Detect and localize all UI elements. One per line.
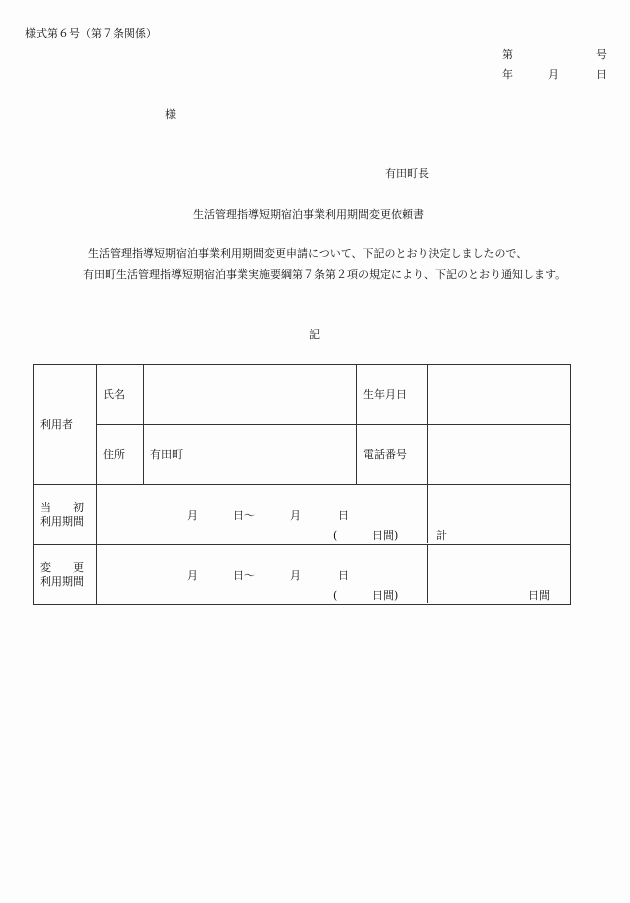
- total-field[interactable]: [428, 545, 570, 604]
- form-table: [33, 364, 571, 605]
- change-period-label-cell: [34, 545, 97, 605]
- user-label-cell: [34, 365, 97, 485]
- birth-field[interactable]: [428, 365, 571, 425]
- initial-label-a1: 当: [40, 500, 51, 514]
- addressee-suffix: 様: [165, 108, 176, 121]
- initial-day2: 日: [338, 509, 349, 522]
- change-period-field[interactable]: [97, 545, 428, 603]
- initial-month2: 月: [290, 509, 301, 522]
- change-label-a1: 変: [40, 560, 51, 574]
- address-label-cell: [97, 425, 144, 485]
- change-day2: 日: [338, 569, 349, 582]
- issuer: 有田町長: [385, 167, 429, 180]
- document-title: 生活管理指導短期宿泊事業利用期間変更依頼書: [193, 208, 424, 221]
- change-days-close: 日間): [372, 589, 399, 602]
- birth-label: 生年月日: [363, 387, 407, 401]
- initial-period-label-cell: [34, 485, 97, 545]
- initial-period-row: [97, 485, 571, 545]
- initial-days-open: (: [333, 529, 338, 542]
- user-label: 利用者: [40, 417, 73, 431]
- initial-day1: 日～: [233, 509, 255, 522]
- form-number: 様式第６号（第７条関係）: [25, 27, 157, 40]
- initial-label-b: 利用期間: [40, 514, 84, 528]
- total-days: 日間: [528, 589, 550, 602]
- ki-heading: 記: [309, 328, 320, 341]
- birth-label-cell: [357, 365, 428, 425]
- change-period-row: [97, 545, 571, 605]
- initial-label-a2: 初: [73, 500, 84, 514]
- doc-number-dai: 第: [502, 48, 513, 61]
- phone-label: 電話番号: [363, 447, 407, 461]
- name-label-cell: [97, 365, 144, 425]
- name-label: 氏名: [103, 387, 125, 401]
- total-top-area: [428, 485, 570, 544]
- total-label: 計: [436, 529, 447, 542]
- body-line-2: 有田町生活管理指導短期宿泊事業実施要綱第７条第２項の規定により、下記のとおり通知します。: [83, 268, 567, 281]
- change-day1: 日～: [233, 569, 255, 582]
- name-field[interactable]: [144, 365, 357, 425]
- phone-field[interactable]: [428, 425, 571, 485]
- body-line-1: 生活管理指導短期宿泊事業利用期間変更申請について、下記のとおり決定しましたので、: [88, 247, 528, 260]
- change-days-open: (: [333, 589, 338, 602]
- doc-number-go: 号: [596, 48, 607, 61]
- change-label-top: [40, 561, 84, 575]
- initial-days-close: 日間): [372, 529, 399, 542]
- date-year: 年: [502, 68, 513, 81]
- change-month2: 月: [290, 569, 301, 582]
- change-month1: 月: [187, 569, 198, 582]
- phone-label-cell: [357, 425, 428, 485]
- address-field[interactable]: [144, 425, 357, 485]
- change-label-a2: 更: [73, 560, 84, 574]
- date-month: 月: [548, 68, 559, 81]
- initial-month1: 月: [187, 509, 198, 522]
- address-label: 住所: [103, 447, 125, 461]
- address-value: 有田町: [150, 447, 183, 461]
- initial-label-top: [40, 501, 84, 515]
- initial-period-field[interactable]: [97, 485, 428, 543]
- change-label-b: 利用期間: [40, 574, 84, 588]
- date-day: 日: [596, 68, 607, 81]
